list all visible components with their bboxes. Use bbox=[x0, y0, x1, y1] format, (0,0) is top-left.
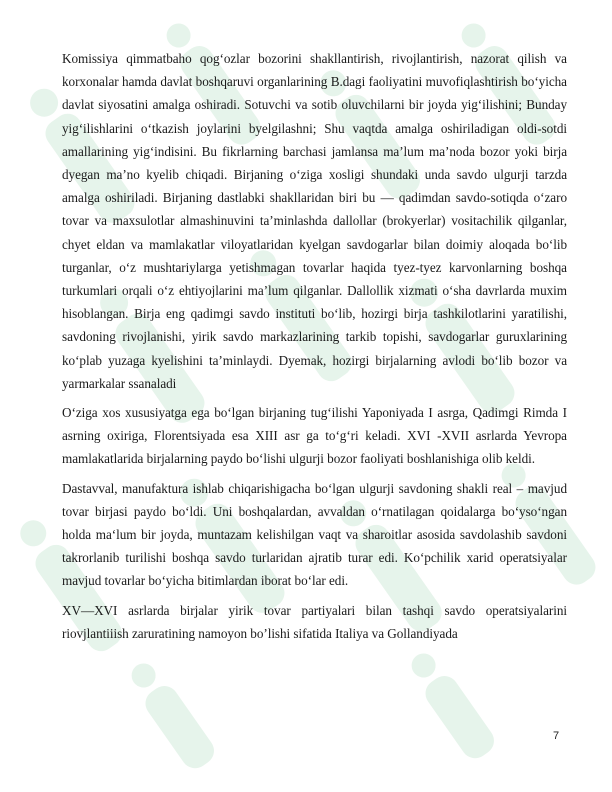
paragraph-2: O‘ziga xos xususiyatga ega bo‘lgan birjaning tug‘ilishi Yaponiyada I asrga, Qadimgi Rimda I asrning oxiriga, Florentsiyada esa XIII asr ga to‘g‘ri keladi. XVI -XVII asrlarda Yevropa mamlakatlarida birjalarning paydo bo‘lishi ulgurji bozor faoliyati boshlanishiga olib keldi. bbox=[62, 405, 567, 467]
page-number: 7 bbox=[553, 730, 560, 742]
body-text bbox=[62, 47, 567, 651]
paragraph-4: XV—XVI asrlarda birjalar yirik tovar partiyalari bilan tashqi savdo operatsiyalarini riovjlantiiish zaruratining namoyon bo’lishi sifatida Italiya va Gollandiyada bbox=[62, 602, 567, 641]
paragraph-3: Dastavval, manufaktura ishlab chiqarishigacha bo‘lgan ulgurji savdoning shakli real – mavjud tovar birjasi paydo bo‘ldi. Uni boshqalardan, avvaldan o‘rnatilagan qoidalarga bo‘yso‘ngan holda ma‘lum bir joyda, muntazam kelishilgan vaqt va sharoitlar asosida savdolashib savdoni takrorlanib turilishi boshqa savdo turlaridan ajratib turar edi. Ko‘pchilik xarid operatsiyalar mavjud tovarlar bo‘yicha bitimlardan iborat bo‘lar edi. bbox=[62, 480, 567, 589]
paragraph-1: Komissiya qimmatbaho qog‘ozlar bozorini shakllantirish, rivojlantirish, nazorat qilish va korxonalar hamda davlat boshqaruvi organlarining B.dagi faoliyatini muvofiqlashtirish bo‘yicha davlat siyosatini amalga oshiradi. Sotuvchi va sotib oluvchilarni bir joyda yig‘ilishini; Bunday yig‘ilishlarini o‘tkazish joylarini byelgilashni; Shu vaqtda amalga oshiriladigan oldi-sotdi amallarining yig‘indisini. Bu fikrlarning barchasi jamlansa ma’lum ma’noda bozor yoki birja dyegan ma’no kyelib chiqadi. Birjaning o‘ziga xosligi shundaki unda savdo ulgurji tarzda amalga oshiriladi. Birjaning dastlabki shakllaridan biri bu — qadimdan savdo-sotiqda o‘zaro tovar va maxsulotlar almashinuvini ta’minlashda dallollar (brokyerlar) vositachilik qilganlar, chyet eldan va mamlakatlar viloyatlaridan kyelgan savdogarlar bilan doimiy aloqada bo‘lib turganlar, o‘z mushtariylarga yetishmagan tovarlar haqida tyez-tyez karvonlarning boshqa turkumlari orqali o‘z ehtiyojlarini ma’lum qilganlar. Dallollik xizmati o‘sha davrlarda muxim hisoblangan. Birja eng qadimgi savdo instituti bo‘lib, hozirgi birja tashkilotlarini yaratilishi, savdoning rivojlanishi, yirik savdo markazlarining tarkib topishi, savdogarlar guruxlarining ko‘plab yuzaga kyelishini ta’minlaydi. Dyemak, hozirgi birjalarning avlodi bo‘lib bozor va yarmarkalar ssanaladi bbox=[62, 51, 567, 391]
